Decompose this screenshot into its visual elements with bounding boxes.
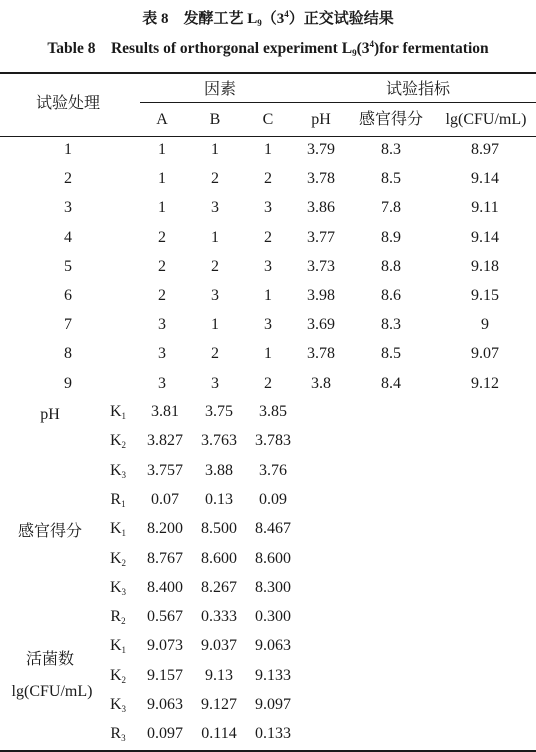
indicators-subrule	[300, 102, 536, 103]
ph-value-cell: 3.78	[307, 170, 335, 188]
table-caption-cn: 表 8 发酵工艺 $L_9(3^4)$正交试验结果	[142, 9, 394, 28]
analysis-value-b: 9.13	[205, 666, 233, 684]
analysis-value-c: 3.85	[259, 403, 287, 420]
factor-b-cell: 2	[211, 345, 219, 363]
analysis-value-b: 0.13	[205, 490, 233, 508]
factor-a-cell: 2	[158, 287, 166, 304]
factor-a-cell: 1	[158, 170, 166, 188]
analysis-value-a: 3.81	[151, 403, 179, 420]
ph-value-cell: 3.8	[311, 374, 331, 392]
analysis-value-a: 0.097	[147, 725, 183, 743]
trial-number-cell: 5	[64, 257, 72, 275]
analysis-stat-label: $K_2$	[109, 432, 127, 451]
sensory-score-cell: 7.8	[381, 199, 401, 217]
lg-cfu-value-cell: 8.97	[471, 141, 499, 158]
top-rule	[0, 72, 536, 74]
ph-value-cell: 3.69	[307, 316, 335, 334]
sensory-score-cell: 8.3	[381, 141, 401, 158]
header-treatment: 试验处理	[35, 95, 100, 112]
analysis-value-b: 8.267	[201, 578, 237, 596]
analysis-value-c: 3.76	[259, 461, 287, 479]
analysis-value-a: 0.07	[151, 490, 179, 508]
header-lg-cfu: lg(CFU/mL)	[445, 111, 527, 128]
factor-b-cell: 1	[211, 228, 219, 246]
analysis-stat-label: $K_3$	[109, 461, 127, 480]
ph-value-cell: 3.77	[307, 228, 335, 246]
factor-a-cell: 2	[158, 257, 166, 275]
analysis-stat-label: $K_3$	[109, 578, 127, 597]
factor-b-cell: 1	[211, 316, 219, 334]
analysis-value-a: 3.827	[147, 432, 183, 450]
header-factors: 因素	[203, 81, 236, 98]
analysis-group-label: 活菌数	[25, 651, 74, 668]
factor-a-cell: 3	[158, 316, 166, 334]
analysis-value-b: 0.114	[201, 725, 237, 743]
factor-b-cell: 1	[211, 141, 219, 158]
header-factor-c: C	[262, 111, 274, 128]
header-ph: pH	[311, 111, 331, 128]
analysis-group-label: 感官得分	[17, 523, 82, 540]
ph-value-cell: 3.78	[307, 345, 335, 363]
sensory-score-cell: 8.9	[381, 228, 401, 246]
header-factor-a: A	[156, 111, 168, 128]
analysis-value-b: 9.037	[201, 637, 237, 655]
analysis-value-c: 0.09	[259, 490, 287, 508]
factor-c-cell: 3	[264, 257, 272, 275]
lg-cfu-value-cell: 9.12	[471, 374, 499, 392]
lg-cfu-value-cell: 9	[481, 316, 489, 334]
analysis-stat-label: $K_1$	[109, 520, 127, 539]
analysis-value-b: 3.763	[201, 432, 237, 450]
lg-cfu-value-cell: 9.14	[471, 170, 499, 188]
lg-cfu-value-cell: 9.11	[471, 199, 499, 217]
header-rule	[0, 136, 536, 137]
factor-b-cell: 3	[211, 287, 219, 304]
trial-number-cell: 1	[64, 141, 72, 158]
analysis-value-c: 0.300	[255, 608, 291, 626]
trial-number-cell: 6	[64, 287, 72, 304]
ph-value-cell: 3.98	[307, 287, 335, 304]
lg-cfu-value-cell: 9.07	[471, 345, 499, 363]
analysis-value-a: 0.567	[147, 608, 183, 626]
analysis-stat-label: $K_3$	[109, 696, 127, 714]
analysis-value-c: 9.133	[255, 666, 291, 684]
analysis-value-a: 9.063	[147, 696, 183, 713]
header-sensory: 感官得分	[358, 111, 423, 128]
sensory-score-cell: 8.8	[381, 257, 401, 275]
factor-c-cell: 3	[264, 199, 272, 217]
factor-c-cell: 2	[264, 228, 272, 246]
analysis-value-c: 8.600	[255, 549, 291, 567]
analysis-value-c: 9.097	[255, 696, 291, 713]
factor-c-cell: 2	[264, 170, 272, 188]
trial-number-cell: 2	[64, 170, 72, 188]
factor-a-cell: 1	[158, 199, 166, 217]
analysis-value-b: 3.75	[205, 403, 233, 420]
factor-c-cell: 1	[264, 345, 272, 363]
sensory-score-cell: 8.5	[381, 170, 401, 188]
analysis-value-a: 3.757	[147, 461, 183, 479]
factor-a-cell: 2	[158, 228, 166, 246]
analysis-group-label: pH	[40, 406, 60, 423]
lg-cfu-value-cell: 9.15	[471, 287, 499, 304]
analysis-value-b: 0.333	[201, 608, 237, 626]
analysis-stat-label: $R_2$	[110, 608, 126, 627]
analysis-value-b: 8.600	[201, 549, 237, 567]
factor-c-cell: 1	[264, 287, 272, 304]
factor-b-cell: 2	[211, 170, 219, 188]
factor-c-cell: 3	[264, 316, 272, 334]
ph-value-cell: 3.79	[307, 141, 335, 158]
analysis-stat-label: $K_2$	[109, 666, 127, 685]
analysis-value-a: 8.200	[147, 520, 183, 538]
analysis-stat-label: $K_2$	[109, 549, 127, 568]
analysis-value-c: 8.467	[255, 520, 291, 538]
analysis-value-b: 8.500	[201, 520, 237, 538]
factor-c-cell: 2	[264, 374, 272, 392]
sensory-score-cell: 8.4	[381, 374, 401, 392]
header-factor-b: B	[209, 111, 221, 128]
lg-cfu-value-cell: 9.14	[471, 228, 499, 246]
sensory-score-cell: 8.3	[381, 316, 401, 334]
ph-value-cell: 3.86	[307, 199, 335, 217]
analysis-stat-label: $R_3$	[110, 725, 126, 744]
lg-cfu-value-cell: 9.18	[471, 257, 499, 275]
sensory-score-cell: 8.6	[381, 287, 401, 304]
factors-subrule	[140, 102, 300, 103]
analysis-value-b: 9.127	[201, 696, 237, 713]
analysis-stat-label: $K_1$	[109, 403, 127, 421]
factor-b-cell: 3	[211, 374, 219, 392]
analysis-value-c: 3.783	[255, 432, 291, 450]
trial-number-cell: 8	[64, 345, 72, 363]
factor-a-cell: 1	[158, 141, 166, 158]
analysis-value-a: 8.767	[147, 549, 183, 567]
analysis-value-b: 3.88	[205, 461, 233, 479]
analysis-value-a: 8.400	[147, 578, 183, 596]
trial-number-cell: 4	[64, 228, 72, 246]
analysis-stat-label: $K_1$	[109, 637, 127, 656]
analysis-value-a: 9.157	[147, 666, 183, 684]
analysis-value-c: 9.063	[255, 637, 291, 655]
factor-a-cell: 3	[158, 345, 166, 363]
factor-b-cell: 3	[211, 199, 219, 217]
analysis-value-a: 9.073	[147, 637, 183, 655]
ph-value-cell: 3.73	[307, 257, 335, 275]
analysis-group-sublabel: lg(CFU/mL)	[11, 683, 93, 700]
analysis-stat-label: $R_1$	[110, 490, 126, 509]
analysis-value-c: 8.300	[255, 578, 291, 596]
analysis-value-c: 0.133	[255, 725, 291, 743]
factor-c-cell: 1	[264, 141, 272, 158]
trial-number-cell: 7	[64, 316, 72, 334]
table-caption-en: Table 8 Results of orthorgonal experiment $L_9(3^4)for$ fermentation	[47, 39, 489, 58]
sensory-score-cell: 8.5	[381, 345, 401, 363]
factor-a-cell: 3	[158, 374, 166, 392]
header-indicators: 试验指标	[385, 81, 450, 98]
trial-number-cell: 3	[64, 199, 72, 217]
trial-number-cell: 9	[64, 374, 72, 392]
factor-b-cell: 2	[211, 257, 219, 275]
